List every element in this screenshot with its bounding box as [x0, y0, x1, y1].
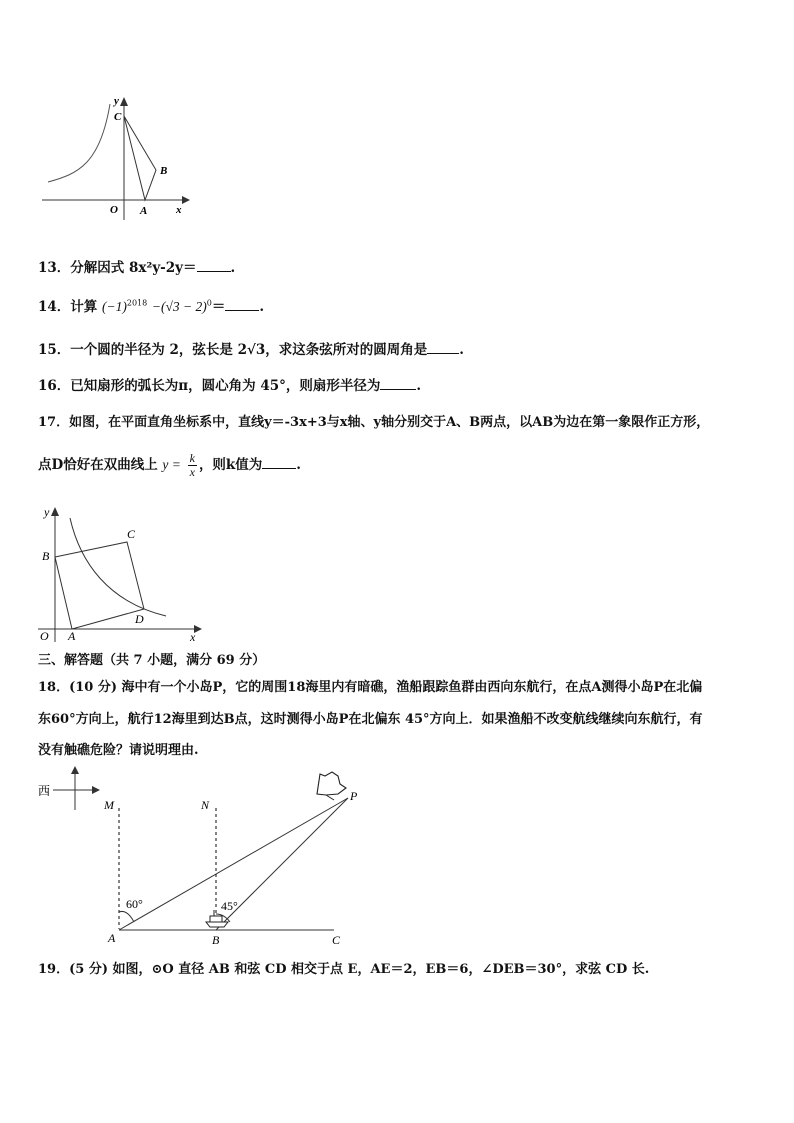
q17-line-2-b: ，则k值为: [198, 457, 263, 473]
q16-text: 16．已知扇形的弧长为π，圆心角为 45°，则扇形半径为: [38, 378, 381, 394]
q17-end: .: [296, 457, 301, 473]
fig3-label-west: 西: [38, 784, 51, 798]
q14-base: (−1): [102, 299, 127, 314]
fig3-label-b: B: [212, 933, 220, 947]
question-14: [38, 295, 264, 315]
q14-equals: ＝: [211, 299, 226, 315]
fig2-label-c: C: [127, 527, 136, 541]
q13-end: .: [230, 260, 236, 276]
section-3-heading: [38, 649, 265, 668]
answer-blank: [380, 389, 416, 390]
q17-hyperbola-y: y =: [162, 457, 181, 472]
fig2-label-d: D: [135, 612, 144, 626]
q13-text: 13．分解因式 8x²y-2y＝: [38, 260, 197, 276]
q14-dot: .: [259, 299, 265, 315]
q17-numerator: k: [189, 451, 195, 465]
answer-blank: [225, 310, 259, 311]
fig3-angle-45: 45°: [221, 899, 238, 913]
q15-end: .: [459, 342, 464, 358]
fig1-label-o: O: [110, 204, 118, 216]
fig3-label-p: P: [350, 789, 358, 803]
q18-line-1-text: 18．(10 分) 海中有一个小岛P，它的周围18海里内有暗礁，渔船跟踪鱼群由西向东航行，在点A测得小岛P在北偏: [38, 680, 703, 695]
q14-prefix: 14．计算: [38, 299, 98, 315]
fig3-label-a: A: [108, 931, 116, 945]
fig1-label-x: x: [176, 204, 182, 216]
section-3-title: 三、解答题（共 7 小题，满分 69 分）: [38, 653, 266, 668]
q19-text: 19．(5 分) 如图，⊙O 直径 AB 和弦 CD 相交于点 E，AE＝2，EB＝6，∠DEB＝30°，求弦 CD 长.: [38, 962, 650, 977]
q14-exponent: 2018: [126, 298, 148, 308]
fig2-label-o: O: [40, 629, 49, 643]
q15-text: 15．一个圆的半径为 2，弦长是 2√3，求这条弦所对的圆周角是: [38, 342, 428, 358]
fig3-label-m: M: [104, 798, 114, 812]
q18-line-3-text: 没有触礁危险？请说明理由.: [38, 743, 199, 758]
fig3-label-c: C: [332, 933, 341, 947]
fig2-label-a: A: [68, 629, 76, 643]
question-19: [38, 958, 649, 977]
figure-3-island-navigation: [34, 764, 374, 950]
fig1-label-b: B: [160, 165, 168, 177]
question-18-line-1: [38, 676, 702, 695]
q17-line-1-text: 17．如图，在平面直角坐标系中，直线y＝-3x+3与x轴、y轴分别交于A、B两点，以AB为边在第一象限作正方形，: [38, 415, 710, 430]
fig3-label-n: N: [201, 798, 210, 812]
figure-1-graph: [38, 92, 198, 222]
fig2-label-x: x: [190, 630, 196, 644]
question-16: [38, 374, 421, 394]
question-17-line-2: [38, 452, 301, 479]
q17-denominator: x: [189, 465, 195, 479]
q14-exponent-0: 0: [206, 298, 212, 308]
answer-blank: [197, 271, 231, 272]
question-15: [38, 338, 464, 358]
q14-term: −(√3 − 2): [151, 299, 207, 314]
fig1-label-y: y: [114, 95, 119, 107]
question-18-line-3: [38, 739, 199, 758]
q18-line-2-text: 东60°方向上，航行12海里到达B点，这时测得小岛P在北偏东 45°方向上．如果渔船不改变航线继续向东航行，有: [38, 712, 703, 727]
answer-blank: [427, 353, 459, 354]
question-13: [38, 256, 235, 276]
q17-line-2-a: 点D恰好在双曲线上: [38, 457, 158, 473]
fig3-angle-60: 60°: [126, 897, 143, 911]
q17-fraction: [188, 452, 197, 479]
question-17-line-1: [38, 411, 709, 430]
question-18-line-2: [38, 708, 703, 727]
fig1-label-c: C: [114, 111, 122, 123]
answer-blank: [262, 468, 296, 469]
fig2-label-y: y: [44, 505, 50, 519]
fig1-label-a: A: [140, 205, 148, 217]
figure-2-square-hyperbola: [38, 502, 208, 644]
q16-end: .: [416, 378, 422, 394]
fig2-label-b: B: [42, 549, 50, 563]
